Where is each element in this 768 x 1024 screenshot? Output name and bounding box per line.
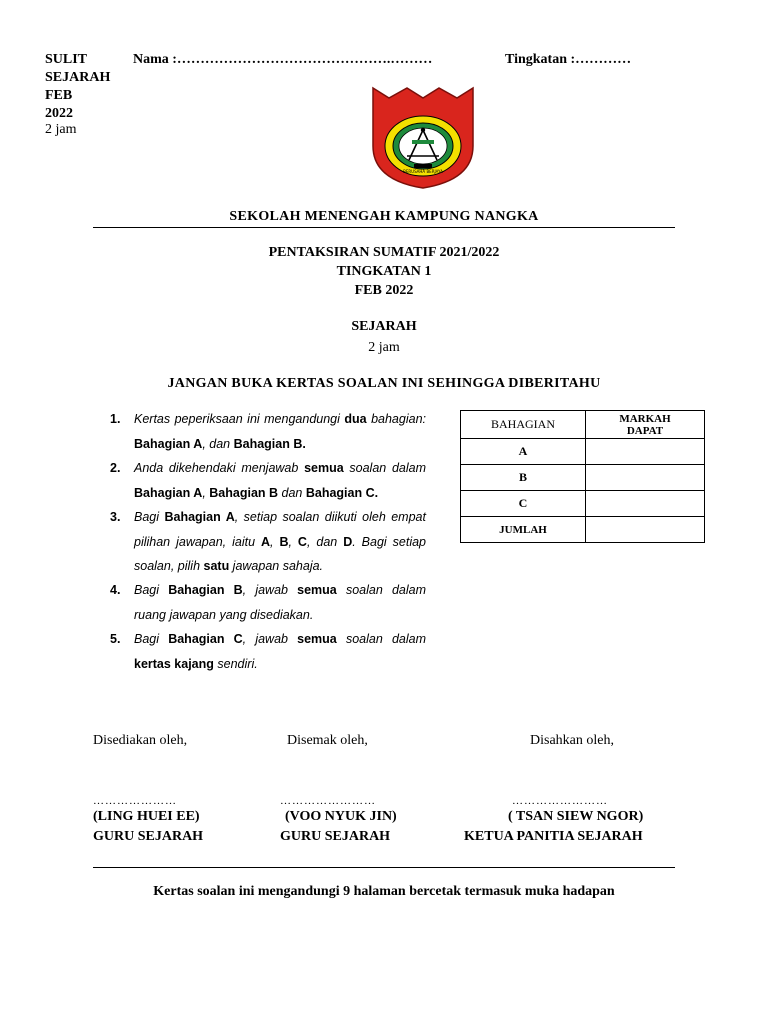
exam-subject: SEJARAH (351, 319, 417, 334)
instruction-fragment: semua (297, 583, 337, 597)
marks-cell[interactable] (586, 439, 705, 465)
signature-role-checked: Disemak oleh, (287, 733, 368, 748)
instruction-fragment: C (297, 534, 307, 549)
instruction-fragment: kertas kajang (134, 656, 214, 671)
crest-motto: BERUSAHA BERJAYA (403, 169, 443, 174)
code-line: 2022 (45, 106, 73, 121)
table-row-section: B (461, 465, 586, 491)
signature-line: ………………… (93, 795, 177, 807)
instruction-fragment: , jawab (242, 583, 298, 597)
instruction-text (134, 505, 426, 579)
divider-top (93, 227, 675, 228)
instruction-fragment: Bahagian C (168, 632, 243, 646)
instruction-text (134, 578, 426, 627)
instruction-fragment: soalan dalam (336, 632, 426, 646)
paper-code (45, 51, 110, 123)
instruction-text (134, 627, 426, 676)
instruction-fragment: Bahagian A (164, 510, 235, 524)
instruction-item (110, 407, 426, 456)
instruction-fragment: , setiap soalan diikuti oleh empat pilihan jawapan, iaitu (134, 510, 426, 549)
instruction-fragment: jawapan sahaja. (229, 559, 324, 573)
exam-warning: JANGAN BUKA KERTAS SOALAN INI SEHINGGA DIBERITAHU (167, 376, 601, 391)
instruction-fragment: semua (297, 632, 337, 646)
table-row-section: A (461, 439, 586, 465)
instruction-fragment: Bagi (134, 510, 165, 524)
instruction-fragment: soalan dalam (343, 461, 426, 475)
instruction-number: 2. (110, 461, 121, 475)
signatory-name: ( TSAN SIEW NGOR) (508, 809, 644, 824)
code-line: SULIT (45, 52, 88, 67)
instruction-fragment: , dan (306, 534, 344, 549)
instruction-text (134, 407, 426, 456)
instruction-fragment: Anda dikehendaki menjawab (134, 461, 305, 475)
signatory-title: GURU SEJARAH (93, 829, 204, 844)
exam-form: TINGKATAN 1 (336, 264, 432, 279)
instruction-fragment: B (279, 534, 289, 549)
instruction-fragment: Bahagian A (134, 436, 203, 451)
exam-duration: 2 jam (368, 340, 400, 355)
instruction-fragment: Bahagian A (134, 485, 203, 500)
instruction-fragment: D (343, 534, 353, 549)
signatory-title: GURU SEJARAH (280, 829, 391, 844)
school-name: SEKOLAH MENENGAH KAMPUNG NANGKA (229, 209, 539, 224)
page-count-note: Kertas soalan ini mengandungi 9 halaman bercetak termasuk muka hadapan (153, 884, 615, 899)
instruction-fragment: semua (304, 461, 344, 475)
instruction-fragment: , (270, 534, 280, 549)
signature-line: …………………… (280, 795, 376, 807)
instruction-fragment: , jawab (242, 632, 298, 646)
school-crest-logo (367, 84, 479, 190)
instruction-item (110, 456, 426, 505)
marks-table (460, 410, 705, 543)
instruction-item (110, 505, 426, 579)
signatory-name: (LING HUEI EE) (93, 809, 200, 824)
instruction-fragment: Bagi (134, 632, 169, 646)
instruction-fragment: A (260, 534, 271, 549)
table-header-marks: MARKAH DAPAT (586, 411, 705, 439)
instruction-fragment: , (288, 534, 298, 549)
instruction-fragment: dua (344, 412, 367, 426)
instruction-fragment: . (302, 436, 306, 451)
signature-role-prepared: Disediakan oleh, (93, 733, 188, 748)
table-header-section: BAHAGIAN (461, 411, 586, 439)
header-duration: 2 jam (45, 122, 77, 137)
instruction-fragment: , (202, 485, 210, 500)
table-row-section: C (461, 491, 586, 517)
name-field[interactable]: Nama :……………………………………….……… (133, 52, 433, 67)
exam-title: PENTAKSIRAN SUMATIF 2021/2022 (268, 245, 500, 260)
instruction-fragment: satu (203, 559, 230, 573)
instruction-fragment: Bahagian B (168, 583, 243, 597)
instruction-fragment: Bahagian B (209, 485, 279, 500)
marks-cell[interactable] (586, 491, 705, 517)
instruction-fragment: Bahagian C (305, 485, 375, 500)
instruction-fragment: . Bagi setiap soalan, pilih (134, 534, 426, 573)
instruction-number: 3. (110, 510, 121, 524)
instruction-fragment: Bagi (134, 583, 169, 597)
instruction-fragment: , dan (202, 436, 234, 451)
code-line: SEJARAH (45, 70, 111, 85)
instruction-fragment: Kertas peperiksaan ini mengandungi (134, 412, 345, 426)
instruction-item (110, 627, 426, 676)
instruction-fragment: dan (278, 485, 306, 500)
marks-cell[interactable] (586, 465, 705, 491)
instruction-fragment: bahagian: (366, 412, 426, 426)
instruction-number: 1. (110, 412, 121, 426)
instruction-fragment: sendiri. (213, 656, 258, 671)
signature-line: …………………… (512, 795, 608, 807)
signature-role-approved: Disahkan oleh, (530, 733, 614, 748)
instruction-fragment: soalan dalam ruang jawapan yang disediakan. (134, 583, 426, 622)
instruction-fragment: Bahagian B (233, 436, 303, 451)
divider-bottom (93, 867, 675, 868)
total-marks-cell[interactable] (586, 517, 705, 543)
form-field[interactable]: Tingkatan :………… (505, 52, 632, 67)
signatory-title: KETUA PANITIA SEJARAH (464, 829, 643, 844)
instruction-item (110, 578, 426, 627)
code-line: FEB (45, 88, 73, 103)
instruction-number: 5. (110, 632, 121, 646)
table-row-total: JUMLAH (461, 517, 586, 543)
signatory-name: (VOO NYUK JIN) (285, 809, 397, 824)
instruction-fragment: . (374, 485, 379, 500)
instruction-number: 4. (110, 583, 121, 597)
exam-month: FEB 2022 (354, 283, 414, 298)
instruction-text (134, 456, 426, 505)
